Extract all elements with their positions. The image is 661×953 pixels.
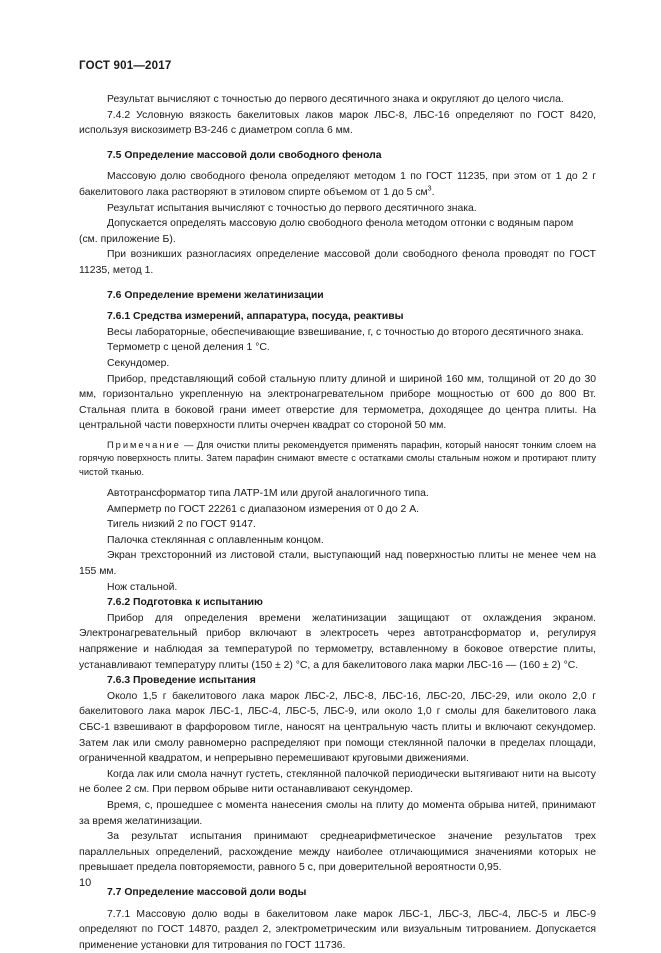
- paragraph-text: Автотрансформатор типа ЛАТР-1М или другой аналогичного типа.: [107, 488, 429, 500]
- paragraph: [79, 486, 596, 502]
- heading-text: 7.6.1 Средства измерений, аппаратура, посуда, реактивы: [107, 311, 404, 323]
- note: [79, 439, 596, 479]
- paragraph-text: Нож стальной.: [107, 581, 178, 593]
- paragraph-text: Термометр с ценой деления 1 °С.: [107, 342, 270, 354]
- paragraph: [79, 611, 596, 673]
- paragraph: [79, 829, 596, 876]
- paragraph: [79, 907, 596, 953]
- paragraph-text: Когда лак или смола начнут густеть, стеклянной палочкой периодически вытягивают нити на высоту не более 2 см. При первом обрыве нити останавливают секундомер.: [79, 768, 596, 796]
- paragraph: [79, 216, 596, 232]
- paragraph-text: Допускается определять массовую долю свободного фенола методом отгонки с водяным паром: [107, 218, 574, 230]
- section-heading: [79, 885, 596, 901]
- paragraph-text: Палочка стеклянная с оплавленным концом.: [107, 534, 324, 546]
- paragraph-suffix: .: [431, 186, 435, 198]
- paragraph: [79, 798, 596, 829]
- paragraph: [79, 325, 596, 341]
- document-body: [79, 92, 596, 953]
- paragraph: [79, 356, 596, 372]
- paragraph-text: 7.7.1 Массовую долю воды в бакелитовом лаке марок ЛБС-1, ЛБС-3, ЛБС-4, ЛБС-5 и ЛБС-9 определяют по ГОСТ 14870, раздел 2, электрометрическим или визуальным титрованием. Допускается применение установки для титрования по ГОСТ 11736.: [79, 908, 596, 951]
- paragraph: [79, 92, 596, 108]
- paragraph: [79, 247, 596, 278]
- paragraph: [79, 533, 596, 549]
- paragraph-text: Амперметр по ГОСТ 22261 с диапазоном измерения от 0 до 2 А.: [107, 503, 420, 515]
- paragraph-text: Экран трехсторонний из листовой стали, выступающий над поверхностью плиты не менее чем на 155 мм.: [79, 550, 596, 578]
- document-header: ГОСТ 901—2017: [79, 60, 172, 72]
- section-heading: [79, 288, 596, 304]
- paragraph: [79, 340, 596, 356]
- section-heading: [79, 148, 596, 164]
- section-heading: [79, 595, 596, 611]
- page-number: 10: [79, 877, 92, 889]
- paragraph-text: Время, с, прошедшее с момента нанесения смолы на плиту до момента обрыва нитей, принимают за время желатинизации.: [79, 799, 596, 827]
- heading-text: 7.5 Определение массовой доли свободного фенола: [107, 149, 382, 161]
- paragraph-text: Тигель низкий 2 по ГОСТ 9147.: [107, 519, 256, 531]
- paragraph-text: Около 1,5 г бакелитового лака марок ЛБС-2, ЛБС-8, ЛБС-16, ЛБС-20, ЛБС-29, или около 2,0 г бакелитового лака марок ЛБС-1, ЛБС-4, ЛБС-5, ЛБС-9, или около 1,0 г смолы для бакелитового лака СБС-1 взвешивают в фарфоровом тигле, наносят на центральную часть плиты и включают секундомер. Затем лак или смолу равномерно распределяют при помощи стеклянной палочки в пределах площади, ограниченной квадратом, и непрерывно перемешивают круговыми движениями.: [79, 690, 596, 765]
- paragraph: [79, 201, 596, 217]
- heading-text: 7.6 Определение времени желатинизации: [107, 289, 324, 301]
- section-heading: [79, 309, 596, 325]
- paragraph-text: Прибор, представляющий собой стальную плиту длиной и шириной 160 мм, толщиной от 20 до 30 мм, горизонтально укрепленную на электронагревательном приборе мощностью от 600 до 800 Вт. Стальная плита в боковой грани имеет отверстие для термометра, доходящее до центра плиты. На центральной части поверхности плиты очерчен квадрат со стороной 50 мм.: [79, 373, 596, 432]
- paragraph: [79, 580, 596, 596]
- paragraph-text: (см. приложение Б).: [79, 233, 176, 245]
- heading-text: 7.7 Определение массовой доли воды: [107, 886, 307, 898]
- note-text: — Для очистки плиты рекомендуется применять парафин, который наносят тонким слоем на горячую поверхность плиты. Затем парафин снимают вместе с остатками смолы стальным ножом и протирают плиту чистой тканью.: [79, 439, 596, 477]
- paragraph: [79, 232, 596, 248]
- paragraph-text: 7.4.2 Условную вязкость бакелитовых лаков марок ЛБС-8, ЛБС-16 определяют по ГОСТ 8420, используя вискозиметр ВЗ-246 с диаметром сопла 6 мм.: [79, 109, 596, 137]
- paragraph: [79, 517, 596, 533]
- paragraph: [79, 372, 596, 434]
- paragraph: [79, 767, 596, 798]
- paragraph-text: Результат вычисляют с точностью до первого десятичного знака и округляют до целого числа.: [107, 94, 564, 105]
- section-heading: [79, 673, 596, 689]
- heading-text: 7.6.2 Подготовка к испытанию: [107, 597, 263, 609]
- paragraph: [79, 108, 596, 139]
- paragraph-text: Результат испытания вычисляют с точностью до первого десятичного знака.: [107, 202, 477, 214]
- note-label: Примечание: [107, 439, 181, 450]
- superscript: 3: [427, 185, 432, 193]
- paragraph: [79, 169, 596, 200]
- paragraph: [79, 548, 596, 579]
- heading-text: 7.6.3 Проведение испытания: [107, 675, 256, 687]
- paragraph-text: Прибор для определения времени желатинизации защищают от охлаждения экраном. Электронагревательный прибор включают в электросеть через автотрансформатор и, регулируя напряжение и наблюдая за температурой по термометру, вставленному в боковое отверстие плиты, устанавливают температуру плиты (150 ± 2) °С, а для бакелитового лака марки ЛБС-16 — (160 ± 2) °С.: [79, 612, 596, 671]
- paragraph-text: При возникших разногласиях определение массовой доли свободного фенола проводят по ГОСТ 11235, метод 1.: [79, 249, 596, 276]
- paragraph-text: Массовую долю свободного фенола определяют методом 1 по ГОСТ 11235, при этом от 1 до 2 г бакелитового лака растворяют в этиловом спирте объемом от 1 до 5 см: [79, 171, 596, 198]
- paragraph: [79, 502, 596, 518]
- paragraph-text: За результат испытания принимают среднеарифметическое значение результатов трех параллельных определений, расхождение между наиболее отличающимися значениями которых не превышает предела повторяемости, равного 5 с, при доверительной вероятности 0,95.: [79, 831, 596, 874]
- paragraph-text: Секундомер.: [107, 357, 170, 369]
- paragraph-text: Весы лабораторные, обеспечивающие взвешивание, г, с точностью до второго десятичного знака.: [107, 326, 584, 338]
- paragraph: [79, 689, 596, 767]
